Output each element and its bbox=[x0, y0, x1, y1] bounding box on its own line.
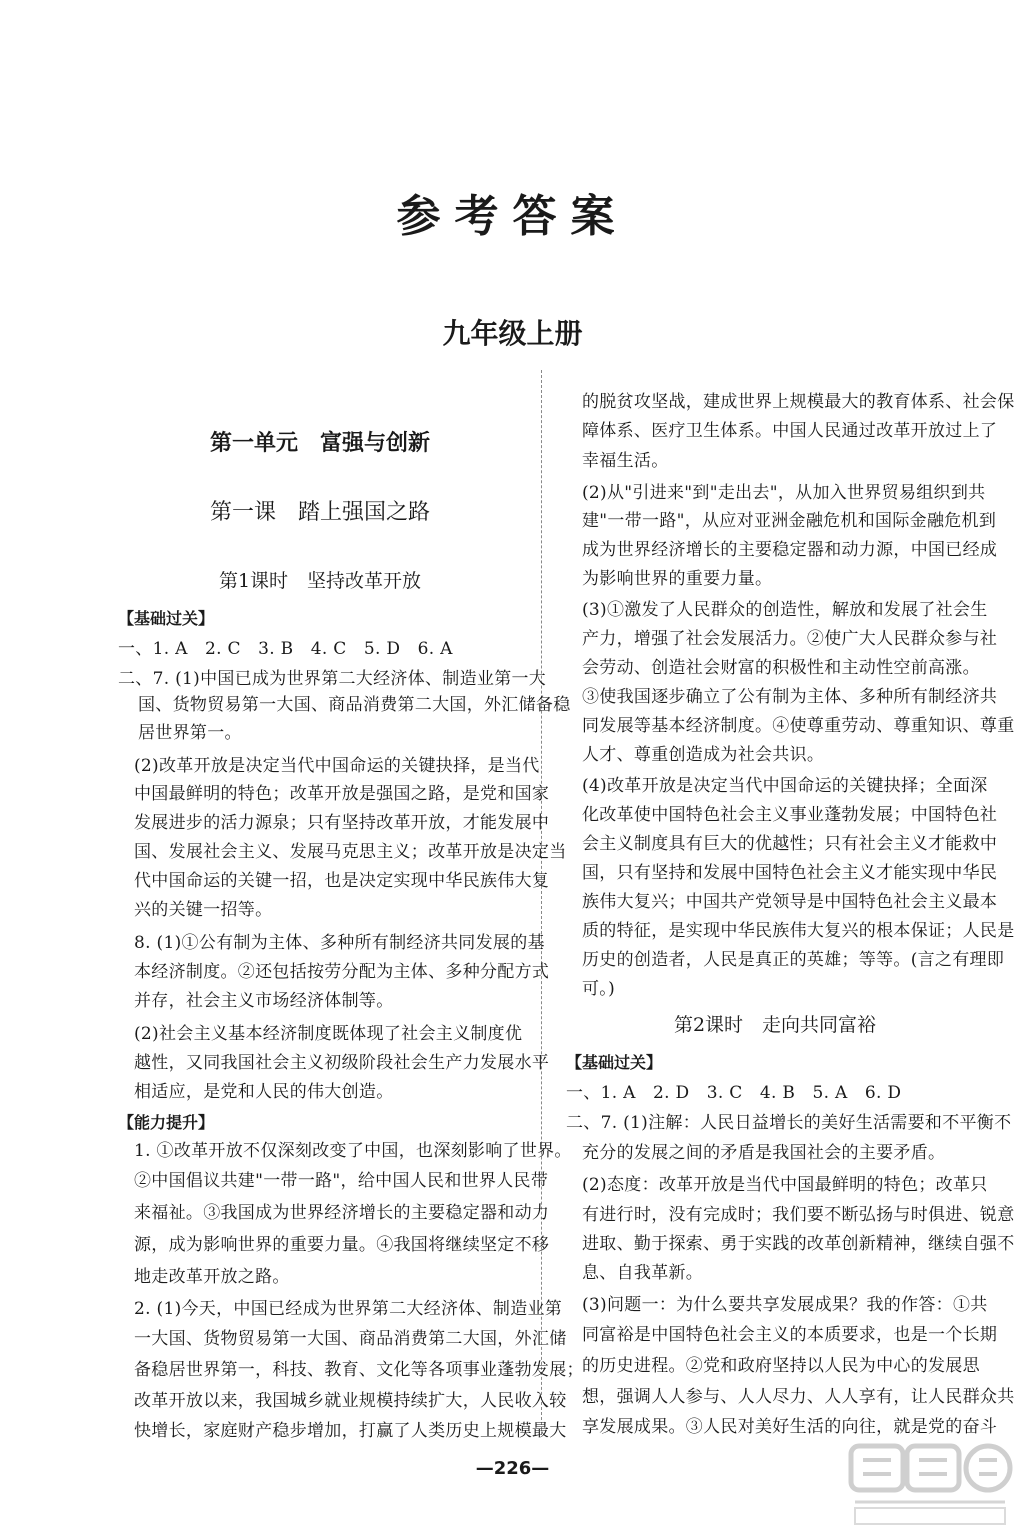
answer-line: 改革开放以来，我国城乡就业规模持续扩大，人民收入较 bbox=[134, 1391, 567, 1411]
answer-line: ②中国倡议共建"一带一路"，给中国人民和世界人民带 bbox=[134, 1171, 549, 1191]
page-title: 参考答案 bbox=[396, 191, 629, 242]
answer-line: 代中国命运的关键一招，也是决定实现中华民族伟大复 bbox=[134, 871, 550, 891]
answer-line: 族伟大复兴；中国共产党领导是中国特色社会主义最本 bbox=[582, 892, 998, 912]
answer-line: (2)社会主义基本经济制度既体现了社会主义制度优 bbox=[134, 1024, 523, 1044]
answer-line: 有进行时，没有完成时；我们要不断弘扬与时俱进、锐意 bbox=[582, 1205, 1015, 1225]
unit-heading: 第一单元 富强与创新 bbox=[209, 431, 430, 456]
answer-line: 进取、勤于探索、勇于实践的改革创新精神，继续自强不 bbox=[582, 1234, 1015, 1254]
answer-line: 地走改革开放之路。 bbox=[134, 1267, 290, 1287]
answer-line: 二、7. (1)中国已成为世界第二大经济体、制造业第一大 bbox=[118, 669, 547, 689]
answer-line: 享发展成果。③人民对美好生活的向往，就是党的奋斗 bbox=[582, 1417, 998, 1437]
period-heading-1: 第1课时 坚持改革开放 bbox=[218, 570, 422, 592]
answer-line: 二、7. (1)注解：人民日益增长的美好生活需要和不平衡不 bbox=[566, 1113, 1012, 1133]
answer-line: 发展进步的活力源泉；只有坚持改革开放，才能发展中 bbox=[134, 813, 550, 833]
answer-line: 质的特征，是实现中华民族伟大复兴的根本保证；人民是 bbox=[582, 921, 1015, 941]
answer-line: 充分的发展之间的矛盾是我国社会的主要矛盾。 bbox=[582, 1143, 946, 1163]
watermark-logo bbox=[845, 1440, 1015, 1530]
answer-line: 幸福生活。 bbox=[582, 451, 669, 471]
answer-line: 息、自我革新。 bbox=[582, 1263, 704, 1283]
answer-line: (4)改革开放是决定当代中国命运的关键抉择；全面深 bbox=[582, 776, 988, 796]
answer-line: 并存，社会主义市场经济体制等。 bbox=[134, 991, 394, 1011]
answer-line: 国，只有坚持和发展中国特色社会主义才能实现中华民 bbox=[582, 863, 998, 883]
answer-line: 中国最鲜明的特色；改革开放是强国之路，是党和国家 bbox=[134, 784, 550, 804]
answer-line: 障体系、医疗卫生体系。中国人民通过改革开放过上了 bbox=[582, 421, 998, 441]
answer-line: 源，成为影响世界的重要力量。④我国将继续坚定不移 bbox=[134, 1235, 550, 1255]
answer-line: 人才、尊重创造成为社会共识。 bbox=[582, 745, 825, 765]
answer-line: 为影响世界的重要力量。 bbox=[582, 569, 773, 589]
answer-line: 的脱贫攻坚战，建成世界上规模最大的教育体系、社会保 bbox=[582, 392, 1015, 412]
answer-line: 历史的创造者，人民是真正的英雄；等等。(言之有理即 bbox=[582, 950, 1005, 970]
answer-line: 国、货物贸易第一大国、商品消费第二大国，外汇储备稳 bbox=[138, 695, 571, 715]
answer-line: 相适应，是党和人民的伟大创造。 bbox=[134, 1082, 394, 1102]
answer-line: 来福祉。③我国成为世界经济增长的主要稳定器和动力 bbox=[134, 1203, 550, 1223]
answer-line: 8. (1)①公有制为主体、多种所有制经济共同发展的基 bbox=[134, 933, 545, 953]
answer-line: 备稳居世界第一，科技、教育、文化等各项事业蓬勃发展； bbox=[134, 1360, 584, 1380]
period-heading-2: 第2课时 走向共同富裕 bbox=[673, 1014, 877, 1036]
answer-line: 2. (1)今天，中国已经成为世界第二大经济体、制造业第 bbox=[134, 1299, 563, 1319]
answer-line: 一大国、货物贸易第一大国、商品消费第二大国，外汇储 bbox=[134, 1329, 567, 1349]
answer-line: 同富裕是中国特色社会主义的本质要求，也是一个长期 bbox=[582, 1325, 998, 1345]
answer-line: (3)问题一：为什么要共享发展成果？我的作答：①共 bbox=[582, 1295, 988, 1315]
answer-line: 会主义制度具有巨大的优越性；只有社会主义才能救中 bbox=[582, 834, 998, 854]
answer-line: 本经济制度。②还包括按劳分配为主体、多种分配方式 bbox=[134, 962, 550, 982]
column-divider bbox=[541, 370, 542, 1435]
answer-line: 一、1. A 2. C 3. B 4. C 5. D 6. A bbox=[118, 639, 453, 659]
answer-line: 可。) bbox=[582, 979, 616, 999]
page-subtitle: 九年级上册 bbox=[442, 317, 583, 350]
answer-line: 建"一带一路"，从应对亚洲金融危机和国际金融危机到 bbox=[582, 511, 997, 531]
answer-line: 的历史进程。②党和政府坚持以人民为中心的发展思 bbox=[582, 1356, 980, 1376]
answer-line: 国、发展社会主义、发展马克思主义；改革开放是决定当 bbox=[134, 842, 567, 862]
answer-line: 产力，增强了社会发展活力。②使广大人民群众参与社 bbox=[582, 629, 998, 649]
answer-line: 1. ①改革开放不仅深刻改变了中国，也深刻影响了世界。 bbox=[134, 1141, 572, 1161]
answer-line: 越性，又同我国社会主义初级阶段社会生产力发展水平 bbox=[134, 1053, 550, 1073]
answer-line: ③使我国逐步确立了公有制为主体、多种所有制经济共 bbox=[582, 687, 998, 707]
answer-line: 一、1. A 2. D 3. C 4. B 5. A 6. D bbox=[566, 1083, 902, 1103]
answer-line: (2)改革开放是决定当代中国命运的关键抉择，是当代 bbox=[134, 756, 540, 776]
section-label-ability: 【能力提升】 bbox=[118, 1113, 215, 1132]
lesson-heading: 第一课 踏上强国之路 bbox=[209, 500, 430, 525]
answer-line: (3)①激发了人民群众的创造性，解放和发展了社会生 bbox=[582, 600, 988, 620]
answer-line: (2)态度：改革开放是当代中国最鲜明的特色；改革只 bbox=[582, 1175, 988, 1195]
section-label-basic-2: 【基础过关】 bbox=[566, 1053, 663, 1072]
answer-line: 同发展等基本经济制度。④使尊重劳动、尊重知识、尊重 bbox=[582, 716, 1015, 736]
answer-line: 化改革使中国特色社会主义事业蓬勃发展；中国特色社 bbox=[582, 805, 998, 825]
answer-line: 想，强调人人参与、人人尽力、人人享有，让人民群众共 bbox=[582, 1387, 1015, 1407]
answer-line: 会劳动、创造社会财富的积极性和主动性空前高涨。 bbox=[582, 658, 980, 678]
answer-line: 居世界第一。 bbox=[138, 723, 242, 743]
page-number: —226— bbox=[475, 1458, 550, 1479]
answer-line: 兴的关键一招等。 bbox=[134, 900, 273, 920]
answer-line: (2)从"引进来"到"走出去"，从加入世界贸易组织到共 bbox=[582, 483, 986, 503]
answer-line: 快增长，家庭财产稳步增加，打赢了人类历史上规模最大 bbox=[134, 1421, 567, 1441]
answer-line: 成为世界经济增长的主要稳定器和动力源，中国已经成 bbox=[582, 540, 998, 560]
section-label-basic-1: 【基础过关】 bbox=[118, 609, 215, 628]
